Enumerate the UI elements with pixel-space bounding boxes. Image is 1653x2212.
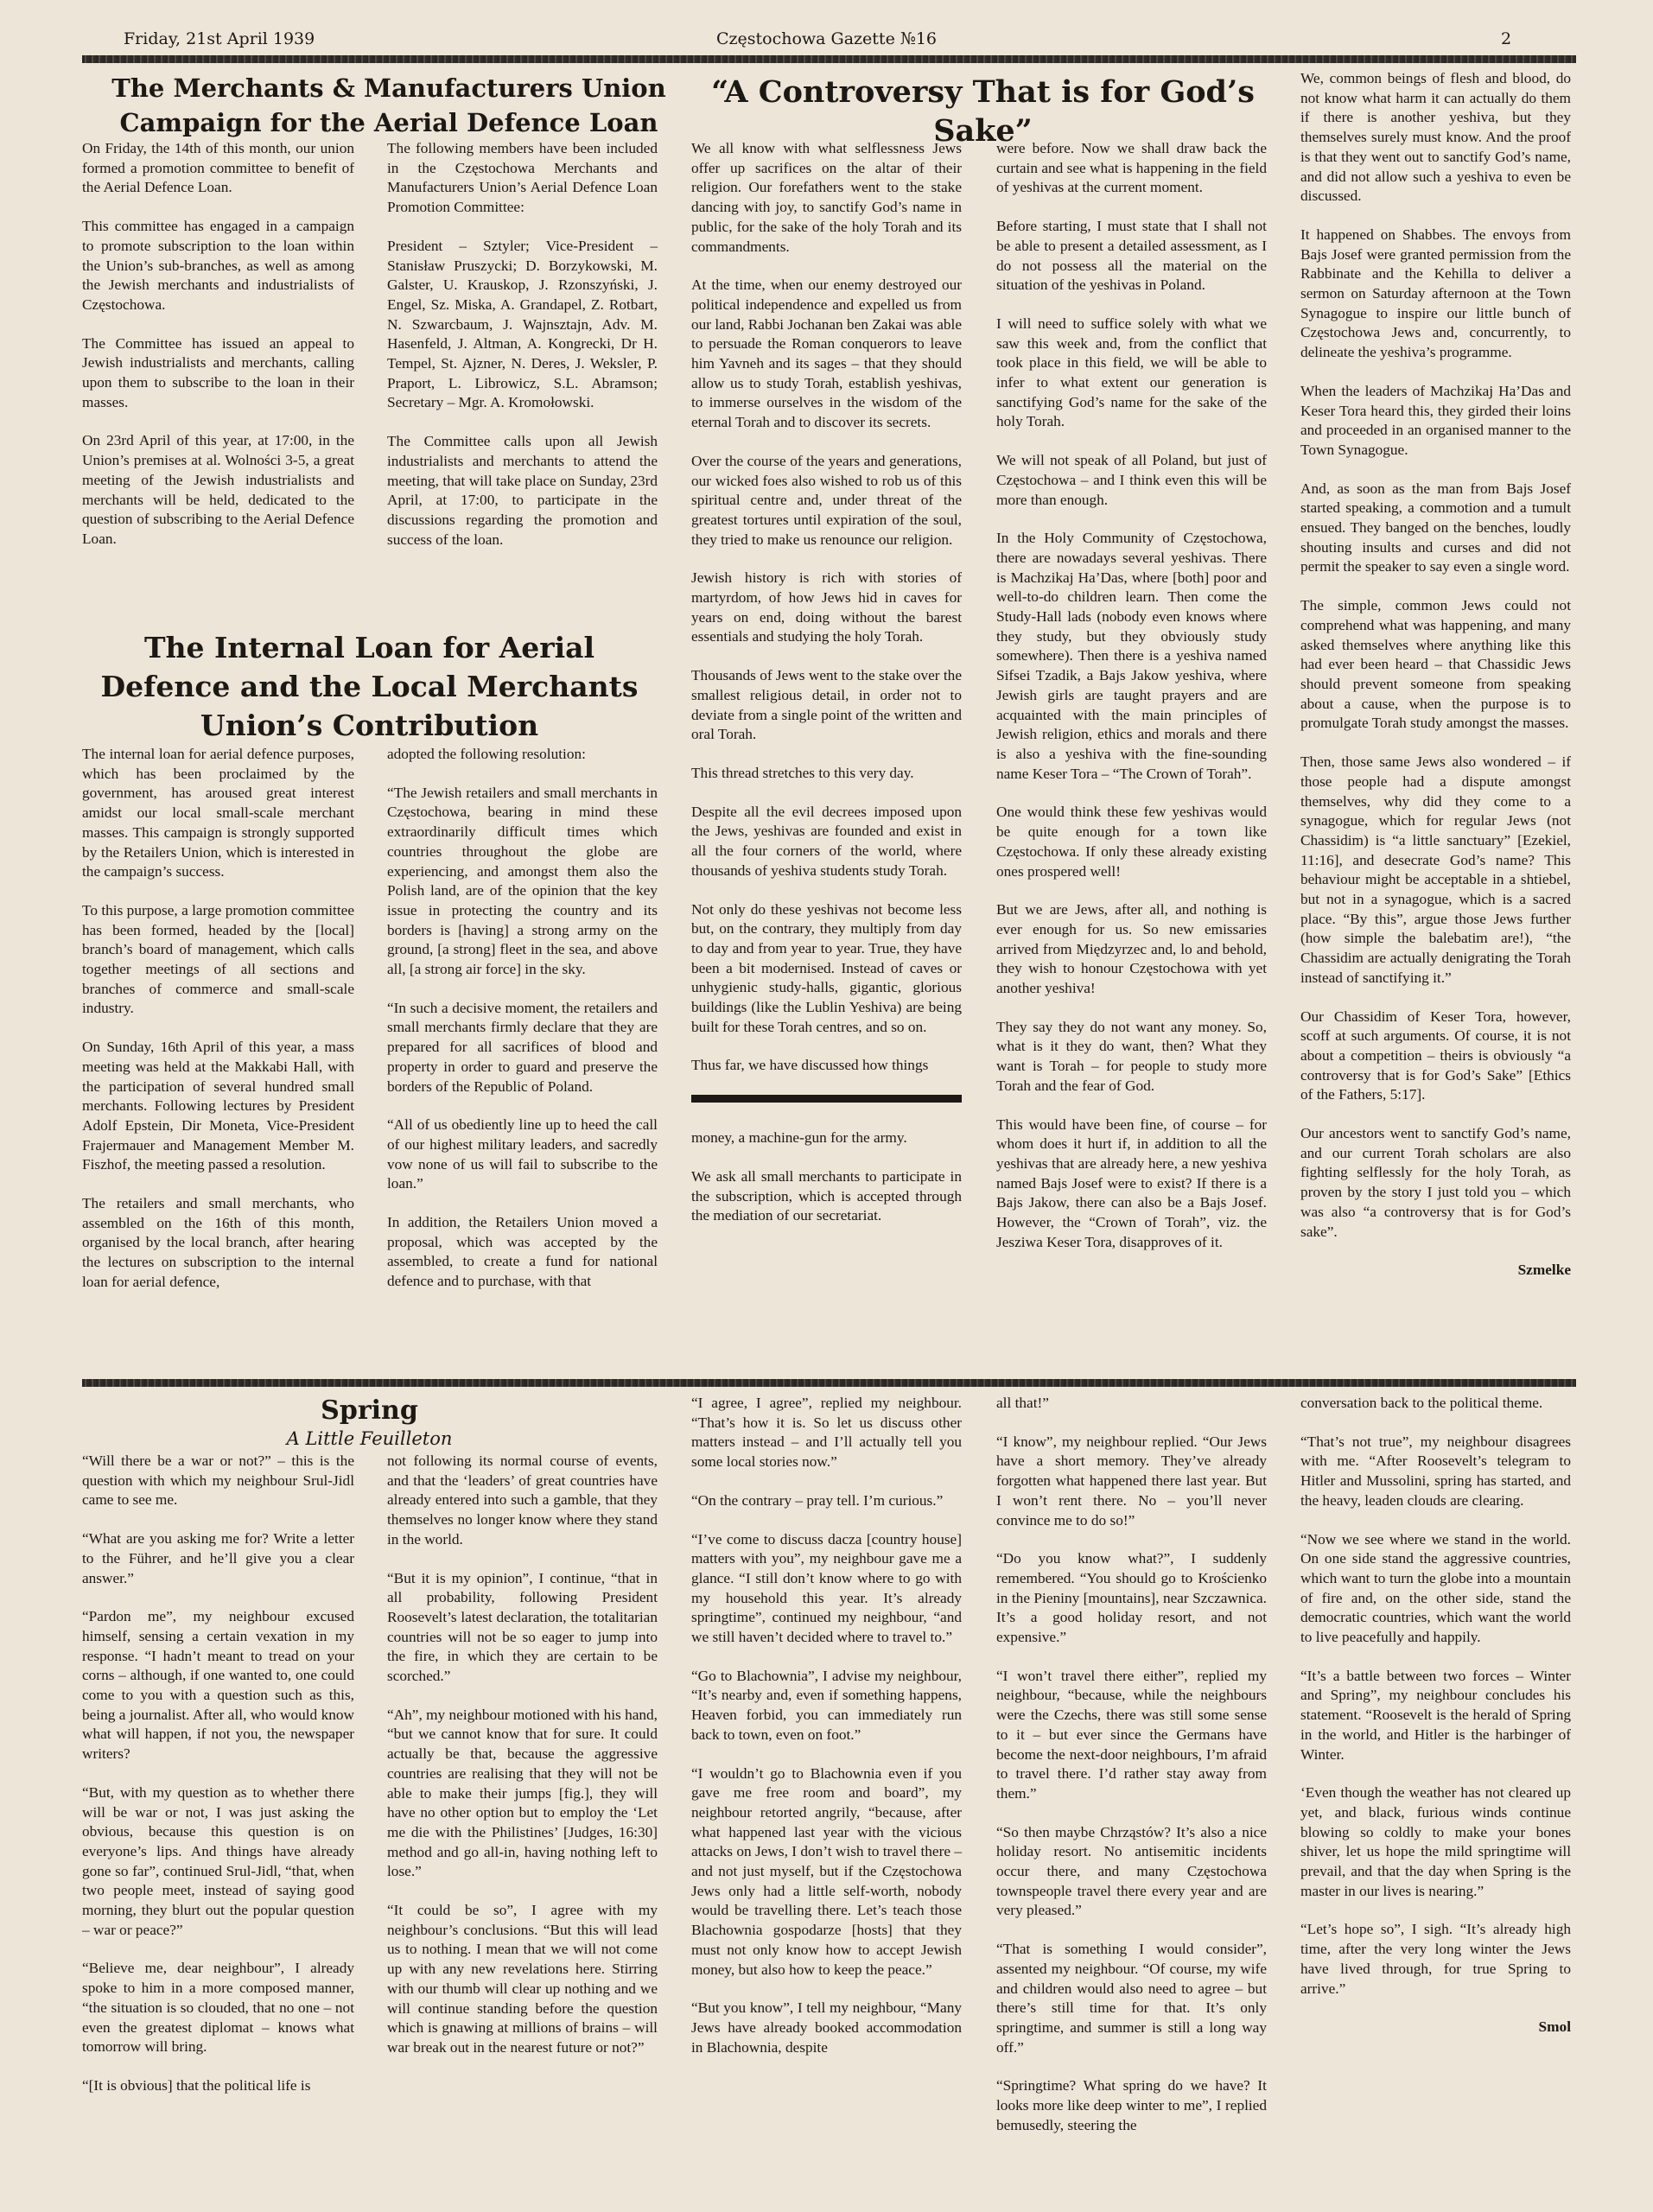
paragraph: At the time, when our enemy destroyed our political independence and expelled us from our land, Rabbi Jochanan ben Zakai was able to persuade the Roman conquerors to leave him Yavneh and its sages – that they should allow us to study Torah, establish yeshivas, to immerse ourselves in the wisdom of the eternal Torah and to discover its secrets. bbox=[691, 276, 962, 431]
paragraph: “Springtime? What spring do we have? It looks more like deep winter to me”, I replied bemusedly, steering the bbox=[996, 2077, 1267, 2133]
paragraph: When the leaders of Machzikaj Ha’Das and Keser Tora heard this, they girded their loins and proceeded in an organised manner to the Town Synagogue. bbox=[1300, 382, 1571, 458]
spring-subtitle: A Little Feuilleton bbox=[286, 1428, 453, 1449]
paragraph: We all know with what selflessness Jews offer up sacrifices on the altar of their religion. Our forefathers went to the stake dancing with joy, to sanctify God’s name in public, for the sake of the holy Torah and its commandments. bbox=[691, 140, 962, 255]
paragraph: “But, with my question as to whether there will be war or not, I was just asking the obvious, because this question is on everyone’s lips. And things have already gone so far”, continued Srul-Jidl, “that, when two people meet, instead of saying good morning, they blurt out the popular question – war or peace?” bbox=[82, 1783, 354, 1938]
paragraph: “[It is obvious] that the political life is bbox=[82, 2076, 311, 2094]
paragraph: President – Sztyler; Vice-President – Stanisław Pruszycki; D. Borzykowski, M. Galster, U. Krauskop, J. Rzonszyński, J. Engel, Sz. Miska, A. Grandapel, Z. Rotbart, N. Szwarcbaum, J. Wajnsztajn, Adv. M. Hasenfeld, J. Altman, A. Kongrecki, Dr H. Tempel, St. Ajzner, N. Deres, J. Weksler, P. Praport, L. Librowicz, S.L. Abramson; Secretary – Mgr. A. Kromołowski. bbox=[387, 237, 658, 411]
paragraph: adopted the following resolution: bbox=[387, 746, 586, 762]
paragraph: Then, those same Jews also wondered – if those people had a dispute amongst themselves, why did they come to a synagogue, which for regular Jews (not Chassidim) is “a little sanctuary” [Ezekiel, 11:16], and desecrate God’s name? This behaviour might be acceptable in a shtiebel, but not in a synagogue, which is a sacred place. “By this”, argue those Jews further (how simple the balebatim are!), “the Chassidim are actually denigrating the Torah instead of sanctifying it.” bbox=[1300, 753, 1571, 986]
paragraph: “Believe me, dear neighbour”, I already spoke to him in a more composed manner, “the situation is so clouded, that no one – not even the greatest diplomat – knows what tomorrow will bring. bbox=[82, 1960, 354, 2056]
paragraph: This thread stretches to this very day. bbox=[691, 764, 914, 781]
paragraph: And, as soon as the man from Bajs Josef started speaking, a commotion and a tumult ensued. They banged on the benches, loudly shouting insults and curses and did not permit the speaker to say even a single word. bbox=[1300, 480, 1571, 575]
paragraph: “I’ve come to discuss dacza [country house] matters with you”, my neighbour gave me a glance. “I still don’t know where to go with my household this year. It’s already springtime”, continued my neighbour, “and we still haven’t decided where to travel to.” bbox=[691, 1530, 962, 1646]
merchants-union-col-2 bbox=[387, 139, 658, 569]
paragraph: “Do you know what?”, I suddenly remembered. “You should go to Krościenko in the Pieniny [mountains], near Szczawnica. It’s a good holiday resort, and not expensive.” bbox=[996, 1550, 1267, 1646]
paragraph: The internal loan for aerial defence purposes, which has been proclaimed by the government, has aroused great interest amidst our local small-scale merchant masses. This campaign is strongly supported by the Retailers Union, which is interested in the campaign’s success. bbox=[82, 746, 354, 880]
paragraph: Jewish history is rich with stories of martyrdom, of how Jews hid in caves for years on end, doing without the barest essentials and studying the holy Torah. bbox=[691, 569, 962, 645]
spring-col-1 bbox=[82, 1452, 354, 2115]
paragraph: We will not speak of all Poland, but just of Częstochowa – and I think even this will be more than enough. bbox=[996, 452, 1267, 508]
paragraph: On Friday, the 14th of this month, our union formed a promotion committee to benefit of the Aerial Defence Loan. bbox=[82, 140, 354, 196]
paragraph: Thus far, we have discussed how things bbox=[691, 1057, 929, 1074]
paragraph: In addition, the Retailers Union moved a proposal, which was accepted by the assembled, to create a fund for national defence and to purchase, with that bbox=[387, 1214, 658, 1290]
paragraph: “I wouldn’t go to Blachownia even if you gave me free room and board”, my neighbour retorted angrily, “because, after what happened last year with the vicious attacks on Jews, I don’t wish to travel there – and not just myself, but if the Częstochowa Jews only had a little self-worth, nobody would be travelling there. Let’s teach those Blachownia gospodarze [hosts] that they must not only know how to accept Jewish money, but also how to keep the peace.” bbox=[691, 1764, 962, 1978]
internal-loan-headline: The Internal Loan for Aerial Defence and the Local Merchants Union’s Contribution bbox=[100, 631, 639, 742]
column-divider bbox=[691, 1095, 962, 1103]
internal-loan-continuation bbox=[691, 1128, 962, 1226]
paragraph: “The Jewish retailers and small merchants in Częstochowa, bearing in mind these extraordinarily difficult times which countries throughout the globe are experiencing, and amongst them also the Polish land, are of the opinion that the key issue in protecting the country and its borders is [having] a strong army on the ground, [a strong] fleet in the sea, and above all, [a strong air force] in the sky. bbox=[387, 784, 658, 978]
controversy-col-1 bbox=[691, 139, 962, 1245]
paragraph: “Let’s hope so”, I sigh. “It’s already high time, after the very long winter the Jews have lived through, for true Spring to arrive.” bbox=[1300, 1921, 1571, 1997]
internal-loan-col-1 bbox=[82, 745, 354, 1312]
controversy-signature: Szmelke bbox=[1517, 1262, 1571, 1279]
paragraph: all that!” bbox=[996, 1395, 1049, 1411]
paragraph: “So then maybe Chrząstów? It’s also a nice holiday resort. No antisemitic incidents occur there, and many Częstochowa townspeople travel there every year and are very pleased.” bbox=[996, 1823, 1267, 1919]
spring-signature: Smol bbox=[1538, 2018, 1571, 2036]
paragraph: “That is something I would consider”, assented my neighbour. “Of course, my wife and children would also need to agree – but there’s still time for that. It’s only springtime, and summer is still a long way off.” bbox=[996, 1941, 1267, 2056]
page-number: 2 bbox=[1501, 29, 1512, 48]
paragraph: “What are you asking me for? Write a letter to the Führer, and he’ll give you a clear answer.” bbox=[82, 1530, 354, 1586]
paragraph: Over the course of the years and generations, our wicked foes also wished to rob us of this spiritual centre and, under threat of the greatest tortures until expiration of the soul, they tried to make us renounce our religion. bbox=[691, 452, 962, 548]
paragraph: “Pardon me”, my neighbour excused himself, sensing a certain vexation in my response. “I hadn’t meant to tread on your corns – although, if one wanted to, one could come to you with a question such as this, being a journalist. After all, who would know what will happen, if not you, the newspaper writers? bbox=[82, 1608, 354, 1763]
spring-col-3 bbox=[691, 1394, 962, 2076]
paragraph: This committee has engaged in a campaign to promote subscription to the loan within the Union’s sub-branches, as well as among the Jewish merchants and industrialists of Częstochowa. bbox=[82, 218, 354, 313]
paragraph: The following members have been included in the Częstochowa Merchants and Manufacturers Union’s Aerial Defence Loan Promotion Committee: bbox=[387, 140, 658, 216]
paragraph: ‘Even though the weather has not cleared up yet, and black, furious winds continue blowing so coldly to make your bones shiver, let us hope the mild springtime will prevail, and that the day when Spring is the master in our lives is nearing.” bbox=[1300, 1784, 1571, 1899]
paragraph: We, common beings of flesh and blood, do not know what harm it can actually do them if there is another yeshiva, but they themselves surely must know. And the proof is that they went out to sanctify God’s name, and did not allow such a yeshiva to even be discussed. bbox=[1300, 70, 1571, 205]
paragraph: money, a machine-gun for the army. bbox=[691, 1129, 907, 1147]
top-rule bbox=[82, 55, 1576, 63]
merchants-union-headline: The Merchants & Manufacturers Union Campaign for the Aerial Defence Loan bbox=[111, 73, 666, 137]
paragraph: “But it is my opinion”, I continue, “that in all probability, following President Roosevelt’s latest declaration, the totalitarian countries will not be so eager to jump into the fire, in which they are certain to be scorched.” bbox=[387, 1569, 658, 1685]
issue-date: Friday, 21st April 1939 bbox=[124, 29, 315, 48]
paragraph: “Go to Blachownia”, I advise my neighbour, “It’s nearby and, even if something happens, Heaven forbid, you can immediately run back to town, even on foot.” bbox=[691, 1667, 962, 1743]
newspaper-title: Częstochowa Gazette №16 bbox=[715, 29, 938, 48]
paragraph: The Committee has issued an appeal to Jewish industrialists and merchants, calling upon them to subscribe to the loan in their masses. bbox=[82, 334, 354, 410]
paragraph: Despite all the evil decrees imposed upon the Jews, yeshivas are founded and exist in all the four corners of the world, where thousands of yeshiva students study Torah. bbox=[691, 803, 962, 879]
paragraph: “In such a decisive moment, the retailers and small merchants firmly declare that they are prepared for all sacrifices of blood and property in order to guard and preserve the borders of the Republic of Poland. bbox=[387, 999, 658, 1095]
paragraph: I will need to suffice solely with what we saw this week and, from the conflict that took place in this field, we will be able to infer to what extent our generation is sanctifying God’s name for the sake of the holy Torah. bbox=[996, 315, 1267, 430]
paragraph: “That’s not true”, my neighbour disagrees with me. “After Roosevelt’s telegram to Hitler and Mussolini, spring has started, and the heavy, leaden clouds are clearing. bbox=[1300, 1433, 1571, 1509]
paragraph: “All of us obediently line up to heed the call of our highest military leaders, and sacredly vow none of us will fail to subscribe to the loan.” bbox=[387, 1116, 658, 1192]
paragraph: On Sunday, 16th April of this year, a mass meeting was held at the Makkabi Hall, with the participation of several hundred small merchants. Following lectures by President Adolf Epstein, Dir Moneta, Vice-President Frajermauer and Management Member M. Fiszhof, the meeting passed a resolution. bbox=[82, 1039, 354, 1173]
paragraph: “It’s a battle between two forces – Winter and Spring”, my neighbour concludes his statement. “Roosevelt is the herald of Spring in the world, and Hitler is the harbinger of Winter. bbox=[1300, 1667, 1571, 1763]
paragraph: Before starting, I must state that I shall not be able to present a detailed assessment, as I do not possess all the material on the situation of the yeshivas in Poland. bbox=[996, 218, 1267, 294]
spring-headline: Spring bbox=[321, 1395, 418, 1426]
internal-loan-col-2 bbox=[387, 745, 658, 1311]
paragraph: “I won’t travel there either”, replied my neighbour, “because, while the neighbours were the Czechs, there was still some sense to it – but ever since the Germans have become the next-door neighbours, I’m afraid to travel there. I’d rather stay away from them.” bbox=[996, 1667, 1267, 1802]
paragraph: Thousands of Jews went to the stake over the smallest religious detail, in order not to deviate from a single point of the written and oral Torah. bbox=[691, 667, 962, 743]
merchants-union-col-1 bbox=[82, 139, 354, 569]
paragraph: We ask all small merchants to participate in the subscription, which is accepted through the mediation of our secretariat. bbox=[691, 1167, 962, 1224]
controversy-col-3 bbox=[1300, 69, 1571, 1300]
paragraph: The Committee calls upon all Jewish industrialists and merchants to attend the meeting, that will take place on Sunday, 23rd April, at 17:00, to participate in the discussions regarding the promotion and success of the loan. bbox=[387, 433, 658, 548]
paragraph: “It could be so”, I agree with my neighbour’s conclusions. “But this will lead us to nothing. I mean that we will not come up with any new revelations here. Stirring with our thumb will clear up nothing and we will continue standing before the question which is gnawing at millions of brains – will war break out in the nearest future or not?” bbox=[387, 1902, 658, 2056]
paragraph: In the Holy Community of Częstochowa, there are nowadays several yeshivas. There is Machzikaj Ha’Das, where [both] poor and well-to-do children learn. Then come the Study-Hall lads (nobody even knows where they study, but they obviously study somewhere). Then there is a yeshiva named Sifsei Tzadik, a Bajs Jakow yeshiva, where Jewish girls are taught prayers and are acquainted with the main principles of Jewish religion, ethics and morals and there is also a yeshiva with the fine-sounding name Keser Tora – “The Crown of Torah”. bbox=[996, 530, 1267, 782]
paragraph: conversation back to the political theme. bbox=[1300, 1395, 1543, 1411]
paragraph: This would have been fine, of course – for whom does it hurt if, in addition to all the yeshivas that are already here, a new yeshiva named Bajs Josef were to exist? If there is a Bajs Jakow, there can also be a Bajs Josef. However, the “Crown of Torah”, viz. the Jesziwa Keser Tora, disapproves of it. bbox=[996, 1116, 1267, 1250]
paragraph: One would think these few yeshivas would be quite enough for a town like Częstochowa. If only these already existing ones prospered well! bbox=[996, 804, 1267, 880]
paragraph: “I agree, I agree”, replied my neighbour. “That’s how it is. So let us discuss other matters instead – and I’ll actually tell you some local stories now.” bbox=[691, 1395, 962, 1471]
paragraph: It happened on Shabbes. The envoys from Bajs Josef were granted permission from the Rabbinate and the Kehilla to deliver a sermon on Saturday afternoon at the Town Synagogue to inspire our little bunch of Częstochowa Jews and, concurrently, to delineate the yeshiva’s programme. bbox=[1300, 226, 1571, 361]
paragraph: “Ah”, my neighbour motioned with his hand, “but we cannot know that for sure. It could actually be that, because the aggressive countries are realising that they will not be able to make their jumps [fig.], they will have no other option but to employ the ‘Let me die with the Philistines’ [Judges, 16:30] method and go all-in, having nothing left to lose.” bbox=[387, 1706, 658, 1880]
paragraph: “On the contrary – pray tell. I’m curious.” bbox=[691, 1491, 944, 1509]
paragraph: were before. Now we shall draw back the curtain and see what is happening in the field of yeshivas at the current moment. bbox=[996, 140, 1267, 196]
controversy-headline: “A Controversy That is for God’s Sake” bbox=[711, 74, 1255, 149]
paragraph: The retailers and small merchants, who assembled on the 16th of this month, organised by the local branch, after hearing the lectures on subscription to the internal loan for aerial defence, bbox=[82, 1195, 354, 1290]
paragraph: not following its normal course of events, and that the ‘leaders’ of great countries have already entered into such a gamble, that they themselves no longer know where they stand in the world. bbox=[387, 1452, 658, 1548]
spring-col-4 bbox=[996, 1394, 1267, 2155]
paragraph: Our Chassidim of Keser Tora, however, scoff at such arguments. Of course, it is not about a competition – theirs is obviously “a controversy that is for God’s Sake” [Ethics of the Fathers, 5:17]. bbox=[1300, 1007, 1571, 1103]
paragraph: The simple, common Jews could not comprehend what was happening, and many asked themselves where anything like this had ever been heard – that Chassidic Jews should prevent someone from speaking about a cause, when the purpose is to promulgate Torah study amongst the masses. bbox=[1300, 597, 1571, 732]
spring-col-2 bbox=[387, 1452, 658, 2077]
spring-col-5 bbox=[1300, 1394, 1571, 2056]
section-rule bbox=[82, 1379, 1576, 1387]
controversy-col-2 bbox=[996, 139, 1267, 1271]
paragraph: “But you know”, I tell my neighbour, “Many Jews have already booked accommodation in Blachownia, despite bbox=[691, 1999, 962, 2056]
paragraph: They say they do not want any money. So, what is it they do want, then? What they want is Torah – for people to study more Torah and the fear of God. bbox=[996, 1018, 1267, 1094]
paragraph: “Will there be a war or not?” – this is the question with which my neighbour Srul-Jidl came to see me. bbox=[82, 1452, 354, 1509]
paragraph: But we are Jews, after all, and nothing is ever enough for us. So new emissaries arrived from Międzyrzec and, lo and behold, they wish to honour Częstochowa with yet another yeshiva! bbox=[996, 901, 1267, 997]
paragraph: Not only do these yeshivas not become less but, on the contrary, they multiply from day to day and from year to year. True, they have been a bit modernised. Instead of caves or unhygienic study-halls, gigantic, glorious buildings (like the Lublin Yeshiva) are being built for these Torah centres, and so on. bbox=[691, 900, 962, 1035]
paragraph: To this purpose, a large promotion committee has been formed, headed by the [local] branch’s board of management, which calls together meetings of all sections and branches of commerce and small-scale industry. bbox=[82, 901, 354, 1017]
paragraph: “Now we see where we stand in the world. On one side stand the aggressive countries, which want to turn the globe into a mountain of fire and, on the other side, stand the democratic countries, which want the world to live peacefully and happily. bbox=[1300, 1530, 1571, 1646]
paragraph: On 23rd April of this year, at 17:00, in the Union’s premises at al. Wolności 3-5, a great meeting of the Jewish industrialists and merchants will be held, dedicated to the question of subscribing to the Aerial Defence Loan. bbox=[82, 432, 354, 547]
paragraph: Our ancestors went to sanctify God’s name, and our current Torah scholars are also fighting selflessly for the holy Torah, as proven by the story I just told you – which was also “a controversy that is for God’s sake”. bbox=[1300, 1125, 1571, 1240]
paragraph: “I know”, my neighbour replied. “Our Jews have a short memory. They’ve already forgotten what happened there last year. But I won’t rent there. No – you’ll never convince me to do so!” bbox=[996, 1433, 1267, 1529]
